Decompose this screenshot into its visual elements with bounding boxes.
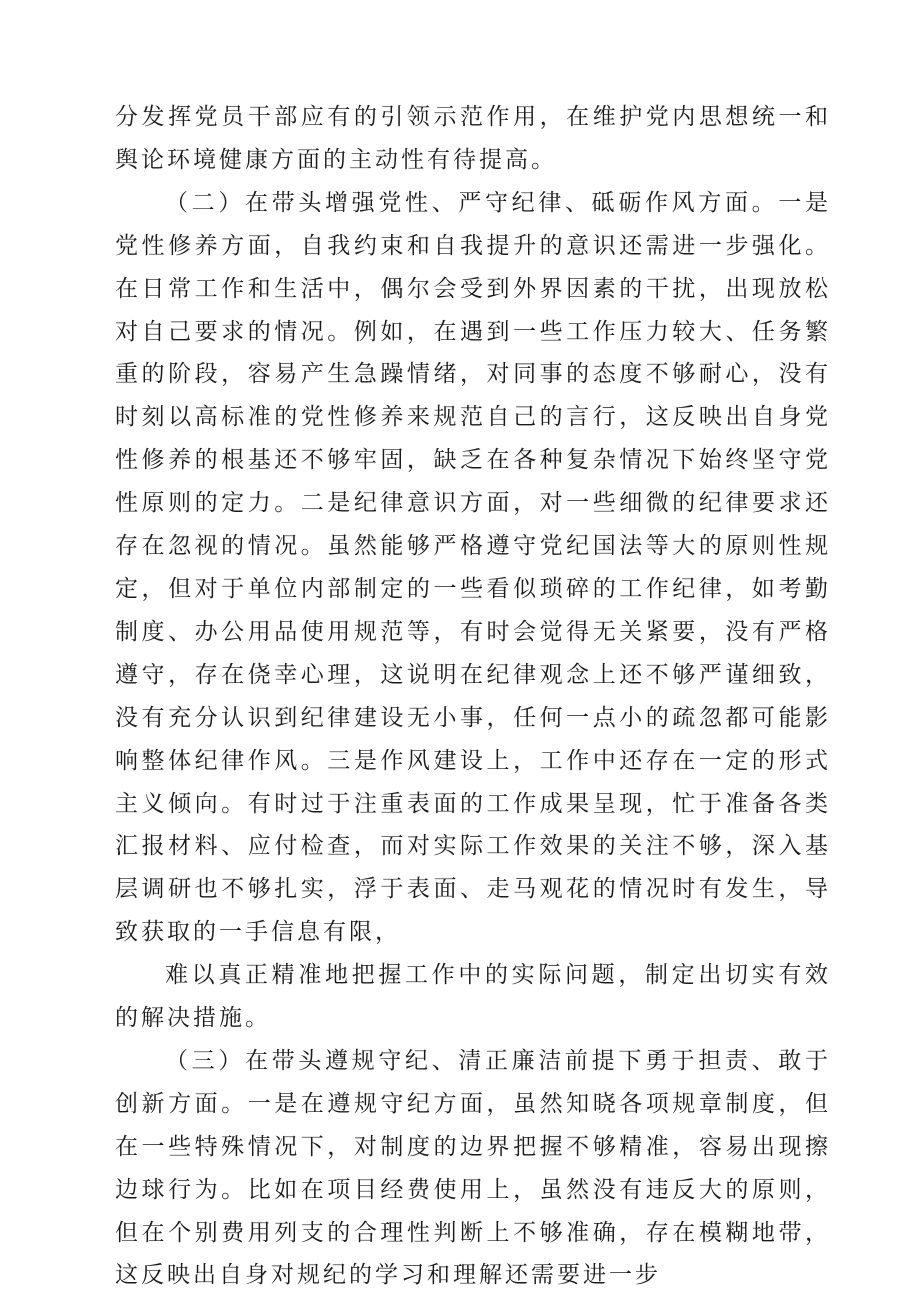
- document-body: [115, 96, 831, 1297]
- paragraph-continued: 分发挥党员干部应有的引领示范作用，在维护党内思想统一和舆论环境健康方面的主动性有待提高。: [115, 104, 831, 173]
- paragraph-section-two: （二）在带头增强党性、严守纪律、砥砺作风方面。一是党性修养方面，自我约束和自我提升的意识还需进一步强化。在日常工作和生活中，偶尔会受到外界因素的干扰，出现放松对自己要求的情况。例如，在遇到一些工作压力较大、任务繁重的阶段，容易产生急躁情绪，对同事的态度不够耐心，没有时刻以高标准的党性修养来规范自己的言行，这反映出自身党性修养的根基还不够牢固，缺乏在各种复杂情况下始终坚守党性原则的定力。二是纪律意识方面，对一些细微的纪律要求还存在忽视的情况。虽然能够严格遵守党纪国法等大的原则性规定，但对于单位内部制定的一些看似琐碎的工作纪律，如考勤制度、办公用品使用规范等，有时会觉得无关紧要，没有严格遵守，存在侥幸心理，这说明在纪律观念上还不够严谨细致，没有充分认识到纪律建设无小事，任何一点小的疏忽都可能影响整体纪律作风。三是作风建设上，工作中还存在一定的形式主义倾向。有时过于注重表面的工作成果呈现，忙于准备各类汇报材料、应付检查，而对实际工作效果的关注不够，深入基层调研也不够扎实，浮于表面、走马观花的情况时有发生，导致获取的一手信息有限，: [115, 189, 831, 946]
- paragraph-section-three: （三）在带头遵规守纪、清正廉洁前提下勇于担责、敢于创新方面。一是在遵规守纪方面，虽然知晓各项规章制度，但在一些特殊情况下，对制度的边界把握不够精准，容易出现擦边球行为。比如在项目经费使用上，虽然没有违反大的原则，但在个别费用列支的合理性判断上不够准确，存在模糊地带，这反映出自身对规纪的学习和理解还需要进一步: [115, 1047, 831, 1289]
- paragraph-section-two-continued: 难以真正精准地把握工作中的实际问题，制定出切实有效的解决措施。: [115, 962, 831, 1032]
